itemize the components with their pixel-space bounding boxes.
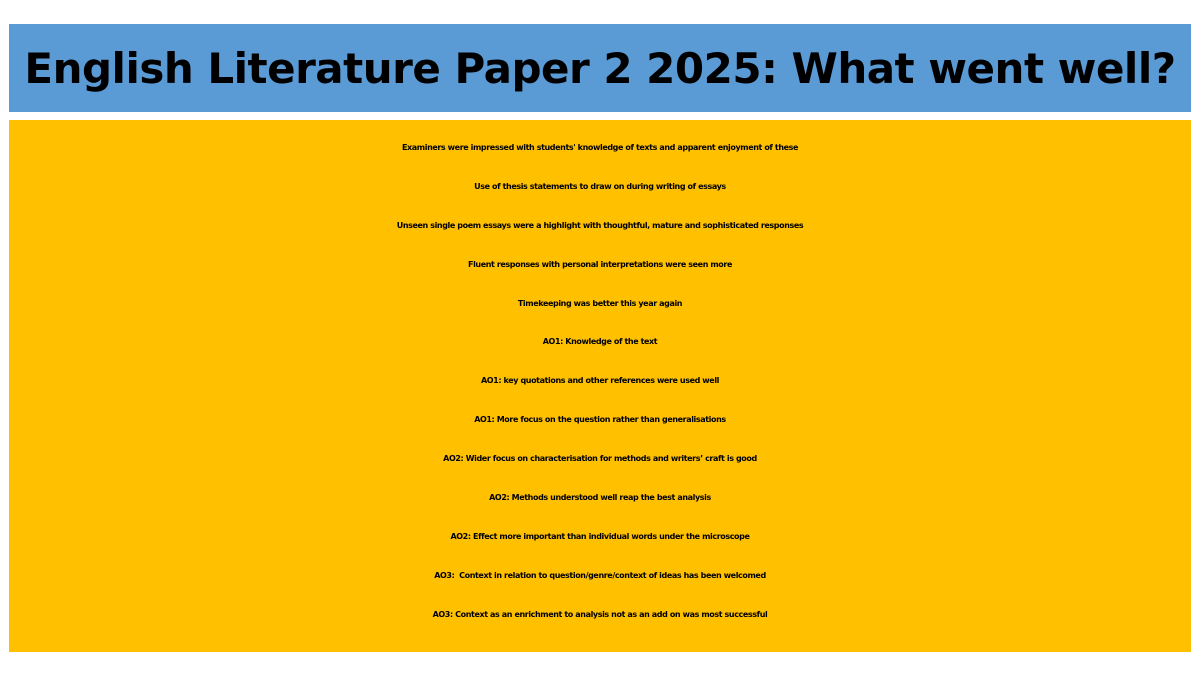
point-unseen-poem: Unseen single poem essays were a highlight with thoughtful, mature and sophisticated responses (396, 220, 804, 230)
point-ao1-quotations: AO1: key quotations and other references were used well (480, 376, 720, 386)
point-ao1-knowledge: AO1: Knowledge of the text (542, 337, 658, 347)
content-panel (9, 120, 1191, 652)
point-fluent-responses: Fluent responses with personal interpretations were seen more (468, 259, 732, 269)
point-ao2-methods: AO2: Methods understood well reap the best analysis (489, 493, 711, 503)
point-ao2-effect: AO2: Effect more important than individual words under the microscope (450, 531, 750, 541)
points-list (9, 129, 1191, 635)
point-thesis-statements: Use of thesis statements to draw on during writing of essays (474, 181, 726, 191)
point-ao1-focus: AO1: More focus on the question rather than generalisations (474, 415, 726, 425)
slide-title: English Literature Paper 2 2025: What went well? (24, 43, 1176, 93)
point-ao3-context-question: AO3: Context in relation to question/genre/context of ideas has been welcomed (434, 570, 766, 580)
point-examiners-impressed: Examiners were impressed with students' knowledge of texts and apparent enjoyment of these (401, 143, 799, 152)
point-timekeeping: Timekeeping was better this year again (517, 298, 683, 308)
title-banner (9, 24, 1191, 112)
point-ao3-context-enrichment: AO3: Context as an enrichment to analysis not as an add on was most successful (432, 609, 768, 619)
point-ao2-characterisation: AO2: Wider focus on characterisation for methods and writers’ craft is good (443, 454, 757, 464)
